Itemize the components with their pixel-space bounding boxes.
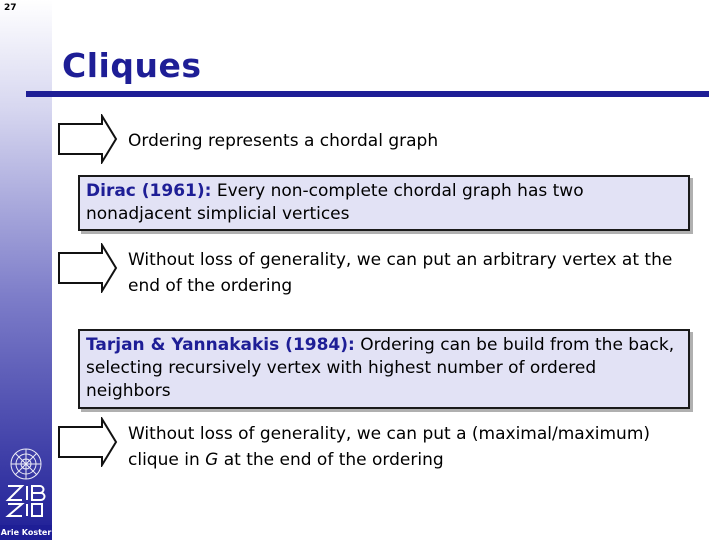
page-title: Cliques <box>62 46 202 85</box>
zib-logo <box>4 446 48 518</box>
arrow-bullet-icon <box>58 417 118 467</box>
bullet-item: Ordering represents a chordal graph <box>128 131 439 151</box>
box-text: Ordering can be build from the back, selecting recursively vertex with highest number of ordered neighbors <box>86 335 675 401</box>
arrow-bullet-icon <box>58 114 118 164</box>
box-lead: Dirac (1961): <box>86 181 212 201</box>
slide-number: 27 <box>4 3 17 13</box>
author-label: Arie Koster <box>0 525 52 540</box>
theorem-box <box>78 175 690 231</box>
theorem-box <box>78 329 690 409</box>
bullet-item: Without loss of generality, we can put an arbitrary vertex at the end of the ordering <box>128 250 673 296</box>
graph-symbol: G <box>205 450 219 470</box>
box-lead: Tarjan & Yannakakis (1984): <box>86 335 355 355</box>
bullet-item <box>128 421 698 473</box>
title-rule <box>26 91 709 97</box>
bullet-text-part: Without loss of generality, we can put a (maximal/maximum) clique in <box>128 424 651 470</box>
bullet-text-part: at the end of the ordering <box>218 450 444 470</box>
arrow-bullet-icon <box>58 243 118 293</box>
box-text: Every non-complete chordal graph has two nonadjacent simplicial vertices <box>86 181 584 224</box>
